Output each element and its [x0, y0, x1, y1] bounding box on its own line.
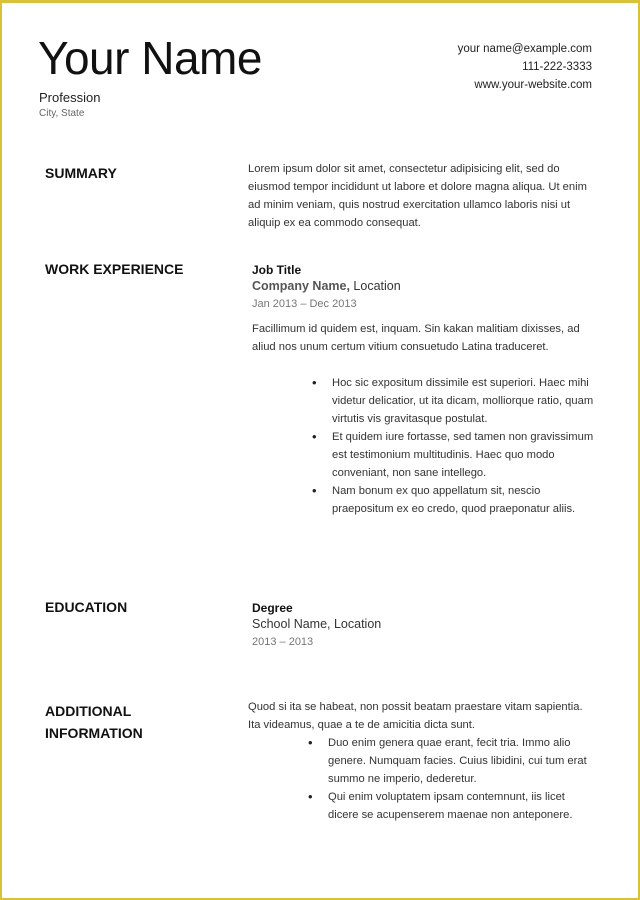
additional-intro: Quod si ita se habeat, non possit beatam praestare vitam sapientia. Ita videamus, quae a te de amicitia dicta sunt. — [248, 701, 583, 731]
company-location: Location — [349, 279, 401, 293]
section-title-education: EDUCATION — [45, 599, 128, 615]
resume-location: City, State — [39, 108, 85, 119]
summary-text: Lorem ipsum dolor sit amet, consectetur adipisicing elit, sed do eiusmod tempor incididunt ut labore et dolore magna aliqua. Ut enim ad minim veniam, quis nostrud exercitation ullamco laboris nisi ut aliquip ex ea commodo consequat. — [248, 163, 587, 229]
job-bullet-list — [332, 374, 597, 518]
job-dates: Jan 2013 – Dec 2013 — [252, 298, 357, 310]
company-name: Company Name, — [252, 279, 350, 293]
job-description: Facillimum id quidem est, inquam. Sin kakan malitiam dixisses, ad aliud nos unum certum vitium consuetudo Latina traduceret. — [252, 323, 580, 353]
resume-name: Your Name — [38, 32, 262, 84]
company-line — [252, 279, 401, 293]
list-item: • Hoc sic expositum dissimile est superiori. Haec mihi videtur delicatior, ut ita dicam, molliorque ratio, quam virtutis vis gravitasque postulat. — [332, 374, 597, 428]
school-line: School Name, Location — [252, 617, 382, 631]
resume-profession: Profession — [39, 90, 101, 105]
list-item: • Duo enim genera quae erant, fecit tria. Immo alio genere. Numquam facies. Cuius libidini, cui tum erat summo ne imperio, dederetur. — [328, 734, 598, 788]
education-dates: 2013 – 2013 — [252, 636, 314, 648]
list-item: • Et quidem iure fortasse, sed tamen non gravissimum est testimonium multitudinis. Haec quo modo conveniant, non sane intellego. — [332, 428, 597, 482]
contact-email[interactable]: your name@example.com — [457, 43, 592, 55]
contact-website[interactable]: www.your-website.com — [474, 79, 592, 91]
job-title: Job Title — [252, 263, 302, 277]
list-item: • Qui enim voluptatem ipsam contemnunt, iis licet dicere se acupenserem maenae non anteponere. — [328, 788, 598, 824]
contact-phone: 111-222-3333 — [522, 61, 592, 73]
additional-bullet-list — [328, 734, 598, 824]
section-title-information: INFORMATION — [45, 725, 143, 741]
contact-block — [458, 40, 592, 94]
degree: Degree — [252, 601, 293, 615]
page-border-top — [2, 0, 640, 3]
section-title-work-experience: WORK EXPERIENCE — [45, 261, 184, 277]
list-item: • Nam bonum ex quo appellatum sit, nescio praepositum ex eo credo, quod praeponatur aliis. — [332, 482, 597, 518]
section-title-summary: SUMMARY — [45, 165, 117, 181]
section-title-additional: ADDITIONAL — [45, 703, 132, 719]
